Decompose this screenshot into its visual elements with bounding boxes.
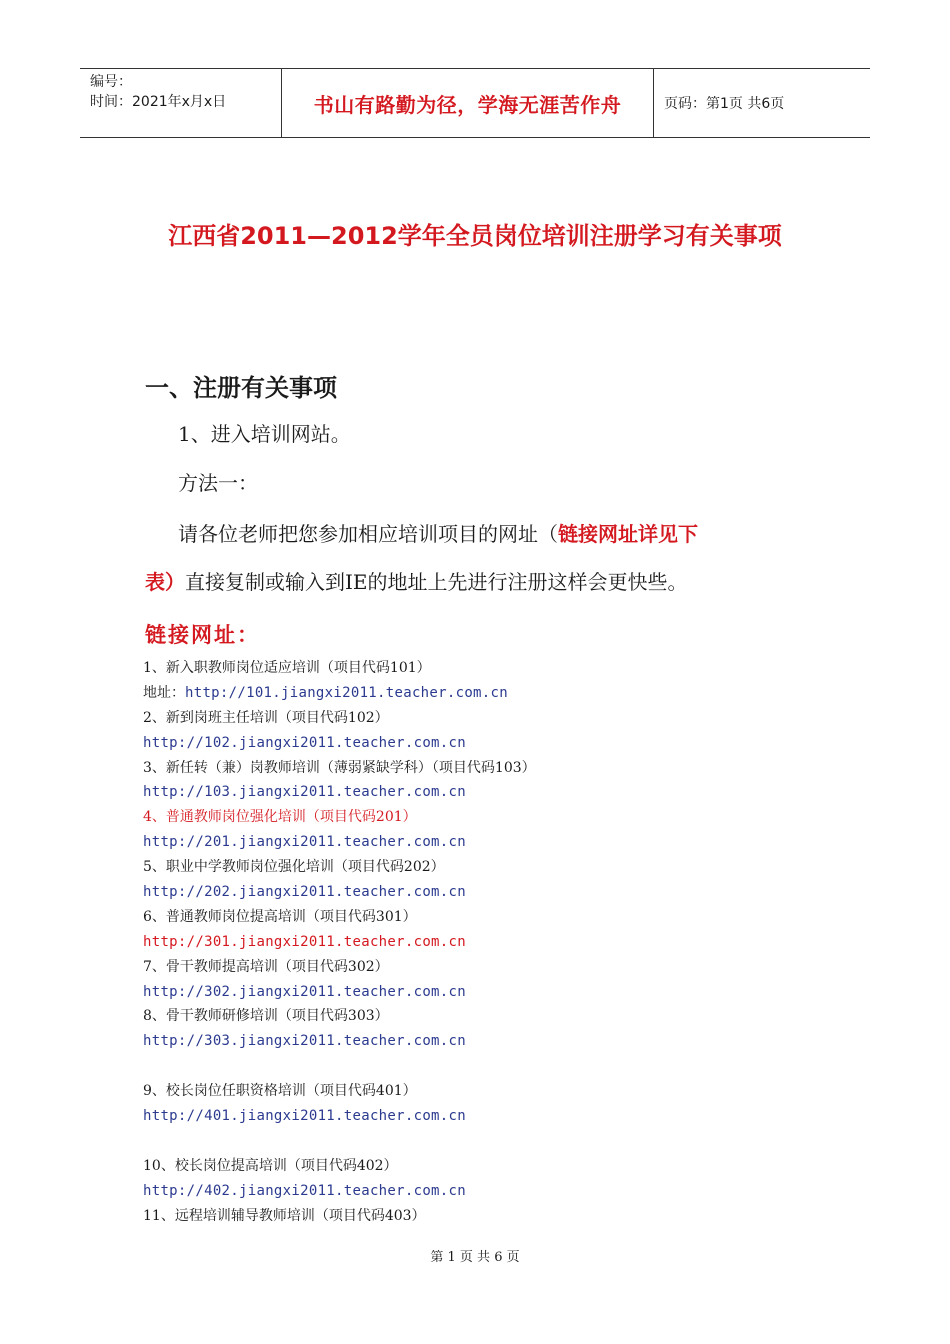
header-page-info: 页码：第1页 共6页 bbox=[664, 96, 785, 112]
time-label: 时间：2021年x月x日 bbox=[90, 94, 227, 110]
link-row bbox=[143, 930, 863, 955]
link-row bbox=[143, 1179, 863, 1204]
number-label: 编号： bbox=[90, 74, 132, 90]
link-row bbox=[143, 1104, 863, 1129]
instruction-line-2 bbox=[145, 568, 688, 596]
link-row bbox=[143, 980, 863, 1005]
training-url-link[interactable]: http://202.jiangxi2011.teacher.com.cn bbox=[143, 884, 466, 901]
link-row bbox=[143, 830, 863, 855]
address-label: 地址： bbox=[143, 684, 185, 701]
project-item: 10、校长岗位提高培训（项目代码402） bbox=[143, 1157, 398, 1174]
project-item: 4、普通教师岗位强化培训（项目代码201） bbox=[143, 809, 417, 826]
training-url-link[interactable]: http://302.jiangxi2011.teacher.com.cn bbox=[143, 983, 466, 1000]
project-item: 9、校长岗位任职资格培训（项目代码401） bbox=[143, 1083, 417, 1100]
spacer bbox=[143, 1054, 863, 1079]
training-url-link[interactable]: http://103.jiangxi2011.teacher.com.cn bbox=[143, 784, 466, 801]
training-url-link[interactable]: http://201.jiangxi2011.teacher.com.cn bbox=[143, 834, 466, 851]
instruction-line-1 bbox=[178, 520, 798, 548]
project-item: 5、职业中学教师岗位强化培训（项目代码202） bbox=[143, 859, 445, 876]
instruction-highlight-end: 表） bbox=[145, 570, 185, 594]
project-item: 7、骨干教师提高培训（项目代码302） bbox=[143, 958, 389, 975]
header-meta bbox=[80, 69, 282, 137]
link-row bbox=[143, 731, 863, 756]
link-row bbox=[143, 681, 863, 706]
section-heading: 一、注册有关事项 bbox=[145, 374, 337, 402]
spacer bbox=[143, 1129, 863, 1154]
training-url-link[interactable]: http://401.jiangxi2011.teacher.com.cn bbox=[143, 1108, 466, 1125]
project-item: 1、新入职教师岗位适应培训（项目代码101） bbox=[143, 660, 431, 676]
link-row bbox=[143, 1029, 863, 1054]
project-item: 3、新任转（兼）岗教师培训（薄弱紧缺学科）（项目代码103） bbox=[143, 759, 536, 776]
instruction-highlight: 链接网址详见下 bbox=[558, 522, 698, 546]
instruction-text: 请各位老师把您参加相应培训项目的网址（ bbox=[178, 522, 558, 546]
step-1: 1、进入培训网站。 bbox=[178, 422, 351, 446]
training-url-link[interactable]: http://402.jiangxi2011.teacher.com.cn bbox=[143, 1182, 466, 1199]
links-heading: 链接网址： bbox=[145, 622, 260, 647]
document-title: 江西省2011—2012学年全员岗位培训注册学习有关事项 bbox=[168, 222, 782, 250]
link-row bbox=[143, 780, 863, 805]
training-url-link[interactable]: http://102.jiangxi2011.teacher.com.cn bbox=[143, 734, 466, 751]
project-item: 2、新到岗班主任培训（项目代码102） bbox=[143, 709, 389, 726]
link-row bbox=[143, 880, 863, 905]
project-item: 8、骨干教师研修培训（项目代码303） bbox=[143, 1008, 389, 1025]
link-list bbox=[143, 656, 863, 1228]
method-1: 方法一： bbox=[178, 471, 258, 495]
project-item: 6、普通教师岗位提高培训（项目代码301） bbox=[143, 908, 417, 925]
project-item: 11、远程培训辅导教师培训（项目代码403） bbox=[143, 1207, 426, 1224]
header-motto: 书山有路勤为径，学海无涯苦作舟 bbox=[282, 69, 654, 137]
page-footer: 第 1 页 共 6 页 bbox=[430, 1250, 520, 1265]
training-url-link[interactable]: http://303.jiangxi2011.teacher.com.cn bbox=[143, 1033, 466, 1050]
page-header bbox=[80, 68, 870, 138]
training-url-link[interactable]: http://101.jiangxi2011.teacher.com.cn bbox=[185, 684, 508, 701]
training-url-link[interactable]: http://301.jiangxi2011.teacher.com.cn bbox=[143, 933, 466, 950]
instruction-text-end: 直接复制或输入到IE的地址上先进行注册这样会更快些。 bbox=[185, 570, 688, 594]
